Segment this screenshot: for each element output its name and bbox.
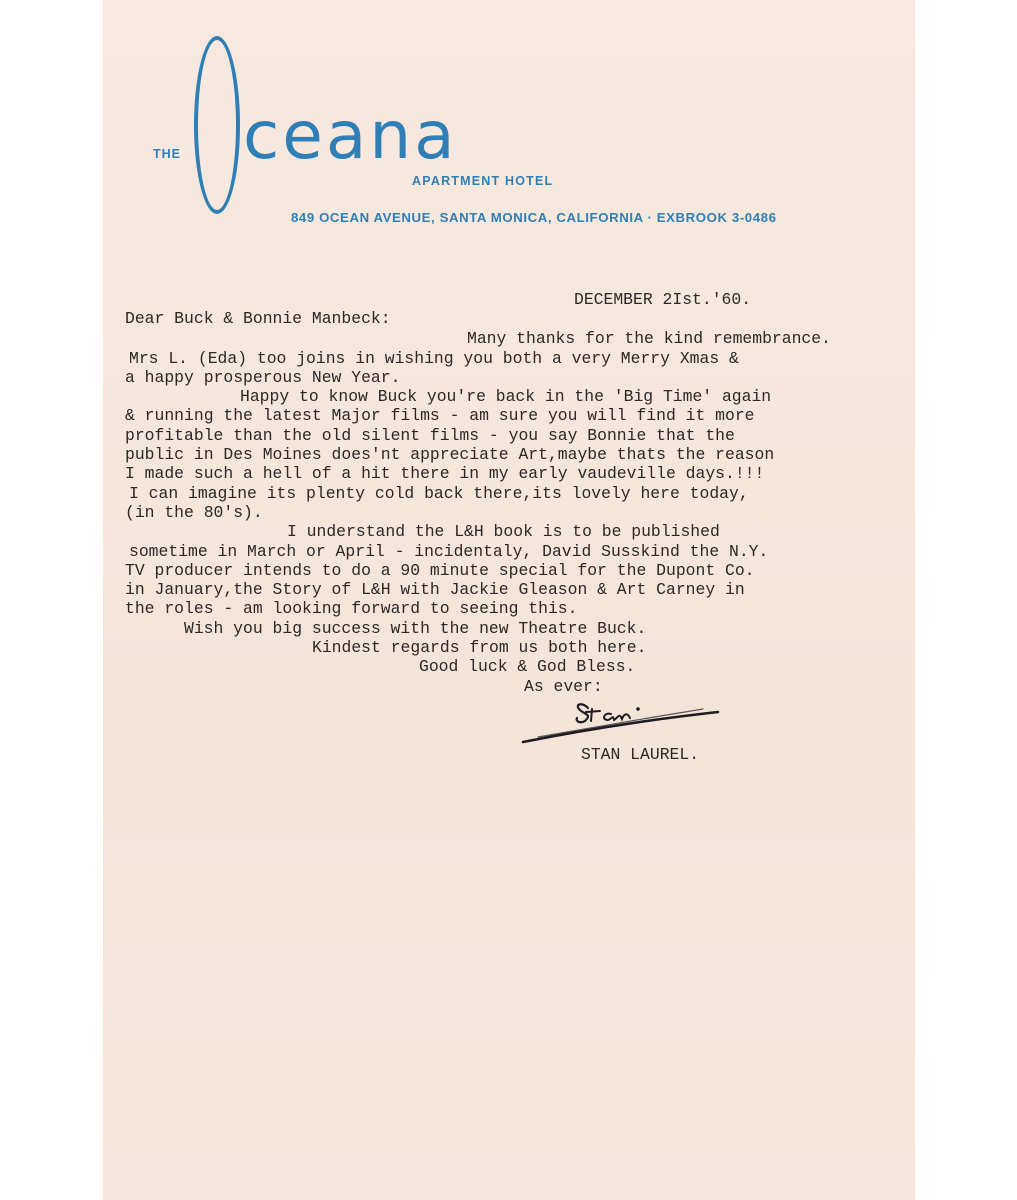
typed-signature-name: STAN LAUREL. <box>581 745 700 764</box>
letter-line: Happy to know Buck you're back in the 'Big Time' again <box>240 387 772 406</box>
letter-line: I made such a hell of a hit there in my early vaudeville days.!!! <box>125 464 765 483</box>
letter-line: profitable than the old silent films - you say Bonnie that the <box>125 426 735 445</box>
letter-line: I can imagine its plenty cold back there,its lovely here today, <box>129 484 749 503</box>
logo-wordmark: ceana <box>243 97 458 174</box>
letter-line: TV producer intends to do a 90 minute special for the Dupont Co. <box>125 561 755 580</box>
handwritten-signature <box>518 692 723 752</box>
letter-line: (in the 80's). <box>125 503 263 522</box>
letter-line: Kindest regards from us both here. <box>312 638 647 657</box>
letter-paper <box>103 0 915 1200</box>
letterhead-address: 849 OCEAN AVENUE, SANTA MONICA, CALIFORNIA · EXBROOK 3-0486 <box>291 210 777 225</box>
letter-salutation: Dear Buck & Bonnie Manbeck: <box>125 309 391 328</box>
logo-subtitle: APARTMENT HOTEL <box>412 174 554 188</box>
letter-body <box>103 0 915 1200</box>
letter-line: As ever: <box>524 677 603 696</box>
letter-line: Good luck & God Bless. <box>419 657 636 676</box>
logo-the-text: THE <box>153 147 181 161</box>
letter-line: Many thanks for the kind remembrance. <box>467 329 831 348</box>
letter-line: Wish you big success with the new Theatre Buck. <box>184 619 647 638</box>
letter-line: sometime in March or April - incidentaly, David Susskind the N.Y. <box>129 542 769 561</box>
letter-line: the roles - am looking forward to seeing this. <box>125 599 578 618</box>
letter-line: public in Des Moines does'nt appreciate Art,maybe thats the reason <box>125 445 775 464</box>
letter-line: I understand the L&H book is to be published <box>287 522 720 541</box>
letter-line: Mrs L. (Eda) too joins in wishing you both a very Merry Xmas & <box>129 349 739 368</box>
letter-line: in January,the Story of L&H with Jackie Gleason & Art Carney in <box>125 580 745 599</box>
letter-date: DECEMBER 2Ist.'60. <box>574 290 752 309</box>
letter-line: & running the latest Major films - am sure you will find it more <box>125 406 755 425</box>
letter-line: a happy prosperous New Year. <box>125 368 401 387</box>
